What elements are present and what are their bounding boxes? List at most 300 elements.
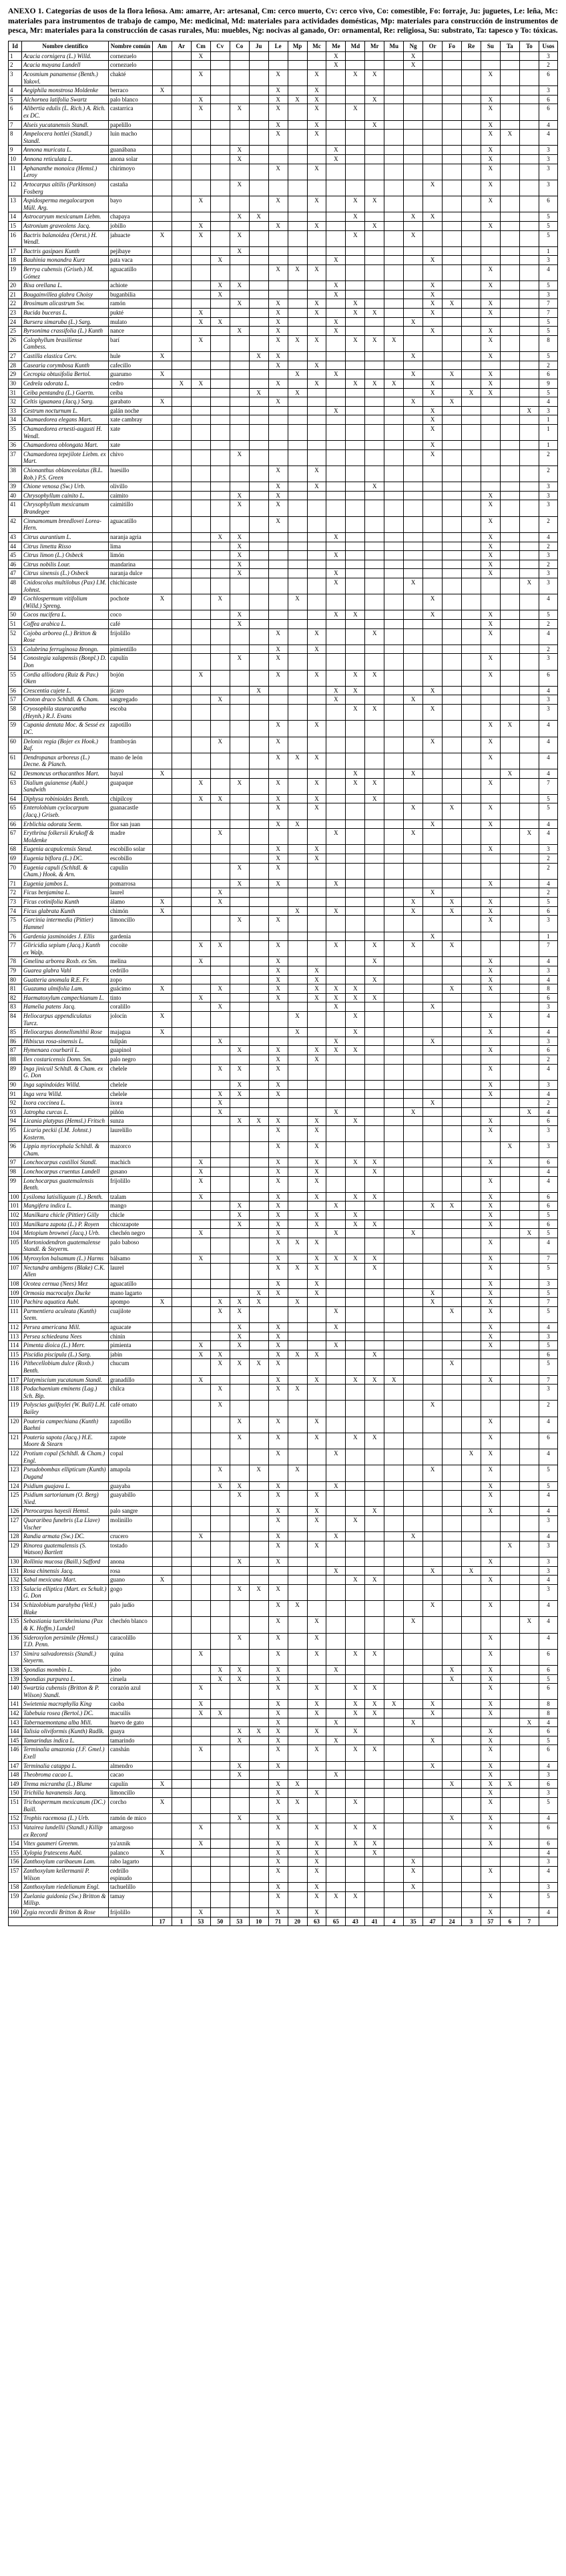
uses-count: 2 [539,854,558,864]
uses-count: 6 [539,1117,558,1126]
use-mark-ju [249,916,268,932]
use-mark-su: X [481,1202,500,1211]
use-mark-md: X [346,1515,365,1531]
use-mark-mc: X [307,1176,326,1192]
scientific-name: Pouteria campechiana (Kunth) Baehni [22,1417,109,1433]
use-mark-mu [384,753,404,769]
use-mark-md [346,1238,365,1254]
use-mark-me [326,482,346,492]
row-id: 120 [9,1417,22,1433]
use-mark-cv: X [210,532,230,542]
uses-count: 3 [539,406,558,415]
use-mark-le: X [268,1789,288,1798]
use-mark-ta [500,957,519,966]
use-mark-ng [404,705,423,721]
totals-usos-cell [539,1917,558,1926]
use-mark-me: X [326,146,346,155]
scientific-name: Aphananthe monoica (Hemsl.) Leroy [22,164,109,180]
use-mark-cm [191,256,210,265]
scientific-name: Trichospermum mexicanum (DC.) Baill. [22,1798,109,1814]
use-mark-or [423,1617,443,1633]
use-mark-fo: X [443,1814,462,1823]
use-mark-or [423,1839,443,1849]
row-id: 109 [9,1288,22,1298]
table-row [9,532,558,542]
use-mark-mc [307,1080,326,1089]
row-id: 72 [9,888,22,898]
row-id: 158 [9,1883,22,1892]
use-mark-mp: X [288,370,307,379]
use-mark-co [230,1798,249,1814]
use-mark-me: X [326,686,346,695]
use-mark-ta [500,361,519,370]
use-mark-am [153,120,172,130]
use-mark-mr [365,1779,384,1789]
use-mark-ar [172,86,191,96]
use-mark-co: X [230,1202,249,1211]
use-mark-re [462,281,481,291]
use-mark-ju [249,975,268,984]
scientific-name: Casearia corymbosa Kunth [22,361,109,370]
use-mark-su [481,1359,500,1375]
use-mark-md [346,1298,365,1307]
table-row [9,309,558,318]
use-mark-me [326,388,346,397]
use-mark-ju [249,794,268,803]
use-mark-re [462,1107,481,1117]
table-row [9,327,558,336]
use-mark-md [346,1288,365,1298]
col-header-su: Su [481,41,500,52]
use-mark-mr [365,1857,384,1867]
use-mark-fo [443,794,462,803]
common-name: macuilís [109,1708,153,1718]
use-mark-mu [384,906,404,916]
use-mark-mu [384,619,404,628]
use-mark-to [519,155,539,164]
use-mark-le [268,146,288,155]
use-mark-or [423,854,443,864]
use-mark-ng [404,482,423,492]
use-mark-or: X [423,888,443,898]
uses-count: 6 [539,1158,558,1167]
use-mark-fo: X [443,1779,462,1789]
use-mark-mr: X [365,482,384,492]
use-mark-le [268,619,288,628]
use-mark-mp [288,1814,307,1823]
scientific-name: Zanthoxylum riedelianum Engl. [22,1883,109,1892]
uses-count: 3 [539,482,558,492]
use-mark-cv [210,1700,230,1709]
use-mark-me [326,737,346,753]
use-mark-md [346,1322,365,1332]
row-id: 145 [9,1736,22,1745]
use-mark-le: X [268,299,288,309]
table-row [9,1192,558,1202]
use-mark-ju [249,1202,268,1211]
col-header-re: Re [462,41,481,52]
uses-count: 2 [539,61,558,70]
use-mark-am [153,1080,172,1089]
use-mark-me [326,1167,346,1176]
use-mark-le: X [268,397,288,407]
use-mark-ar [172,610,191,620]
use-mark-mc [307,1576,326,1585]
use-mark-mr: X [365,1158,384,1167]
use-mark-mc: X [307,1633,326,1649]
scientific-name: Astrocaryum mexicanum Liebm. [22,212,109,222]
use-mark-fo [443,863,462,879]
use-mark-re [462,1789,481,1798]
use-mark-cv [210,1263,230,1279]
scientific-name: Cedrela odorata L. [22,379,109,388]
use-mark-ta [500,569,519,578]
use-mark-md: X [346,335,365,351]
use-mark-fo [443,1541,462,1557]
use-mark-cm [191,1771,210,1780]
use-mark-su: X [481,1557,500,1567]
use-mark-or [423,654,443,670]
use-mark-ta [500,1491,519,1507]
use-mark-ta [500,1465,519,1481]
use-mark-mr: X [365,1848,384,1857]
use-mark-ju [249,1491,268,1507]
row-id: 46 [9,560,22,569]
use-mark-ng: X [404,803,423,819]
common-name: bálsamo [109,1254,153,1264]
use-mark-to [519,1839,539,1849]
use-mark-me [326,1798,346,1814]
use-mark-ju [249,645,268,654]
column-total-mu: 4 [384,1917,404,1926]
use-mark-mr: X [365,1745,384,1761]
use-mark-mu [384,551,404,560]
use-mark-fo [443,516,462,532]
use-mark-mu [384,352,404,361]
use-mark-mp [288,1229,307,1238]
use-mark-am [153,1117,172,1126]
use-mark-me [326,1028,346,1037]
use-mark-md [346,146,365,155]
use-mark-or [423,1866,443,1882]
use-mark-mp [288,491,307,500]
use-mark-to [519,1002,539,1012]
use-mark-mp [288,1306,307,1322]
use-mark-fo [443,610,462,620]
use-mark-cm [191,1055,210,1065]
use-mark-mp [288,1080,307,1089]
use-mark-me [326,1789,346,1798]
use-mark-mp [288,1507,307,1516]
row-id: 98 [9,1167,22,1176]
use-mark-md: X [346,1433,365,1449]
use-mark-mc [307,1202,326,1211]
use-mark-ju [249,1617,268,1633]
table-row [9,845,558,854]
use-mark-le [268,230,288,246]
table-row [9,1839,558,1849]
use-mark-am [153,1288,172,1298]
use-mark-ng [404,628,423,645]
row-id: 121 [9,1433,22,1449]
use-mark-re [462,1202,481,1211]
scientific-name: Cocos nucifera L. [22,610,109,620]
common-name: achiote [109,281,153,291]
table-row [9,941,558,957]
use-mark-mr [365,1798,384,1814]
use-mark-ju [249,1254,268,1264]
use-mark-co [230,1507,249,1516]
use-mark-le [268,441,288,450]
use-mark-fo [443,1515,462,1531]
use-mark-cv [210,500,230,516]
common-name: jícaro [109,686,153,695]
row-id: 125 [9,1491,22,1507]
table-row [9,256,558,265]
use-mark-le [268,551,288,560]
use-mark-ju [249,957,268,966]
use-mark-md: X [346,984,365,994]
row-id: 15 [9,221,22,230]
use-mark-cm: X [191,335,210,351]
use-mark-md: X [346,1649,365,1665]
use-mark-ju [249,1798,268,1814]
row-id: 34 [9,415,22,425]
use-mark-co [230,769,249,778]
use-mark-ta [500,1350,519,1359]
use-mark-mc: X [307,335,326,351]
use-mark-mp [288,180,307,196]
use-mark-md: X [346,778,365,794]
common-name: guayaba [109,1481,153,1491]
use-mark-ar [172,1220,191,1229]
use-mark-ar [172,560,191,569]
use-mark-ta [500,397,519,407]
use-mark-mp: X [288,1298,307,1307]
table-row [9,1322,558,1332]
use-mark-fo [443,845,462,854]
use-mark-su: X [481,654,500,670]
use-mark-to [519,335,539,351]
use-mark-co [230,370,249,379]
use-mark-re [462,560,481,569]
use-mark-fo [443,1736,462,1745]
use-mark-su [481,829,500,845]
row-id: 64 [9,794,22,803]
use-mark-fo: X [443,1665,462,1674]
common-name: amapola [109,1465,153,1481]
use-mark-cm [191,845,210,854]
use-mark-fo [443,578,462,594]
use-mark-mp [288,829,307,845]
use-mark-am [153,1700,172,1709]
common-name: chipilcoy [109,794,153,803]
use-mark-le: X [268,984,288,994]
use-mark-mc: X [307,466,326,482]
uses-count: 3 [539,256,558,265]
use-mark-ta [500,1761,519,1771]
use-mark-mc [307,542,326,551]
use-mark-mu [384,1727,404,1736]
row-id: 25 [9,327,22,336]
use-mark-ar [172,1745,191,1761]
scientific-name: Parmentiera aculeata (Kunth) Seem. [22,1306,109,1322]
use-mark-co [230,670,249,686]
use-mark-to [519,1192,539,1202]
use-mark-cv: X [210,1465,230,1481]
use-mark-mr [365,1117,384,1126]
use-mark-cv: X [210,1099,230,1108]
use-mark-mu [384,516,404,532]
use-mark-cm: X [191,1700,210,1709]
use-mark-mr [365,594,384,610]
use-mark-cv [210,397,230,407]
use-mark-me [326,1117,346,1126]
use-mark-me: X [326,1532,346,1541]
use-mark-to [519,1708,539,1718]
row-id: 27 [9,352,22,361]
row-id: 2 [9,61,22,70]
use-mark-su: X [481,610,500,620]
use-mark-mc: X [307,1727,326,1736]
use-mark-ta [500,619,519,628]
use-mark-mr [365,1401,384,1417]
use-mark-mr [365,1176,384,1192]
column-total-mp: 20 [288,1917,307,1926]
use-mark-me: X [326,327,346,336]
use-mark-am [153,794,172,803]
use-mark-cm: X [191,221,210,230]
use-mark-ng [404,361,423,370]
use-mark-fo [443,1789,462,1798]
common-name: xate [109,441,153,450]
row-id: 149 [9,1779,22,1789]
use-mark-le: X [268,196,288,212]
use-mark-mp [288,737,307,753]
common-name: huevo de gato [109,1718,153,1727]
use-mark-ju [249,424,268,440]
use-mark-ar [172,146,191,155]
use-mark-mp [288,845,307,854]
table-row [9,898,558,907]
use-mark-mr [365,1211,384,1220]
scientific-name: Licania platypus (Hemsl.) Fritsch [22,1117,109,1126]
use-mark-am [153,1158,172,1167]
use-mark-ng [404,670,423,686]
use-mark-mc [307,1298,326,1307]
use-mark-ar [172,1263,191,1279]
row-id: 26 [9,335,22,351]
use-mark-mr [365,1449,384,1465]
uses-count: 4 [539,1064,558,1080]
use-mark-cv [210,628,230,645]
use-mark-co [230,164,249,180]
use-mark-mp [288,466,307,482]
use-mark-mu [384,803,404,819]
use-mark-to [519,424,539,440]
scientific-name: Eugenia capuli (Schltdl. & Cham.) Hook. & Arn. [22,863,109,879]
use-mark-am [153,578,172,594]
use-mark-mc [307,705,326,721]
use-mark-or [423,769,443,778]
use-mark-to [519,104,539,120]
use-mark-md [346,281,365,291]
uses-count: 6 [539,1665,558,1674]
use-mark-or [423,196,443,212]
scientific-name: Gliricidia sepium (Jacq.) Kunth ex Walp. [22,941,109,957]
table-row [9,794,558,803]
use-mark-co [230,594,249,610]
use-mark-or [423,845,443,854]
use-mark-ng [404,654,423,670]
use-mark-fo [443,916,462,932]
use-mark-ju: X [249,1298,268,1307]
use-mark-su [481,397,500,407]
use-mark-co [230,1012,249,1028]
use-mark-ju [249,1341,268,1350]
use-mark-le [268,212,288,222]
use-mark-mr [365,281,384,291]
use-mark-re [462,516,481,532]
row-id: 47 [9,569,22,578]
use-mark-su: X [481,1839,500,1849]
use-mark-le: X [268,863,288,879]
use-mark-su: X [481,1322,500,1332]
use-mark-md [346,1736,365,1745]
use-mark-ta [500,1814,519,1823]
uses-count: 4 [539,753,558,769]
use-mark-cm [191,1012,210,1028]
totals-label [9,1917,153,1926]
use-mark-re [462,230,481,246]
use-mark-am [153,155,172,164]
common-name: chichicaste [109,578,153,594]
use-mark-fo [443,61,462,70]
use-mark-ar [172,309,191,318]
use-mark-re [462,1158,481,1167]
use-mark-mp [288,1064,307,1080]
common-name: limoncillo [109,916,153,932]
use-mark-cv [210,686,230,695]
common-name: palanco [109,1848,153,1857]
use-mark-ju [249,449,268,466]
use-mark-re [462,1211,481,1220]
use-mark-mr [365,1322,384,1332]
use-mark-or [423,670,443,686]
use-mark-cm [191,975,210,984]
row-id: 58 [9,705,22,721]
use-mark-mu [384,1481,404,1491]
use-mark-or [423,164,443,180]
use-mark-ta [500,500,519,516]
use-mark-re [462,335,481,351]
use-mark-mp [288,441,307,450]
use-mark-ng [404,1401,423,1417]
use-mark-am [153,1649,172,1665]
use-mark-am [153,1789,172,1798]
use-mark-md [346,1674,365,1684]
use-mark-fo [443,1107,462,1117]
use-mark-co [230,1515,249,1531]
use-mark-me [326,361,346,370]
use-mark-mp [288,212,307,222]
col-header-cm: Cm [191,41,210,52]
use-mark-cm [191,212,210,222]
use-mark-su: X [481,69,500,85]
table-row [9,1601,558,1617]
use-mark-or [423,1718,443,1727]
use-mark-md [346,906,365,916]
